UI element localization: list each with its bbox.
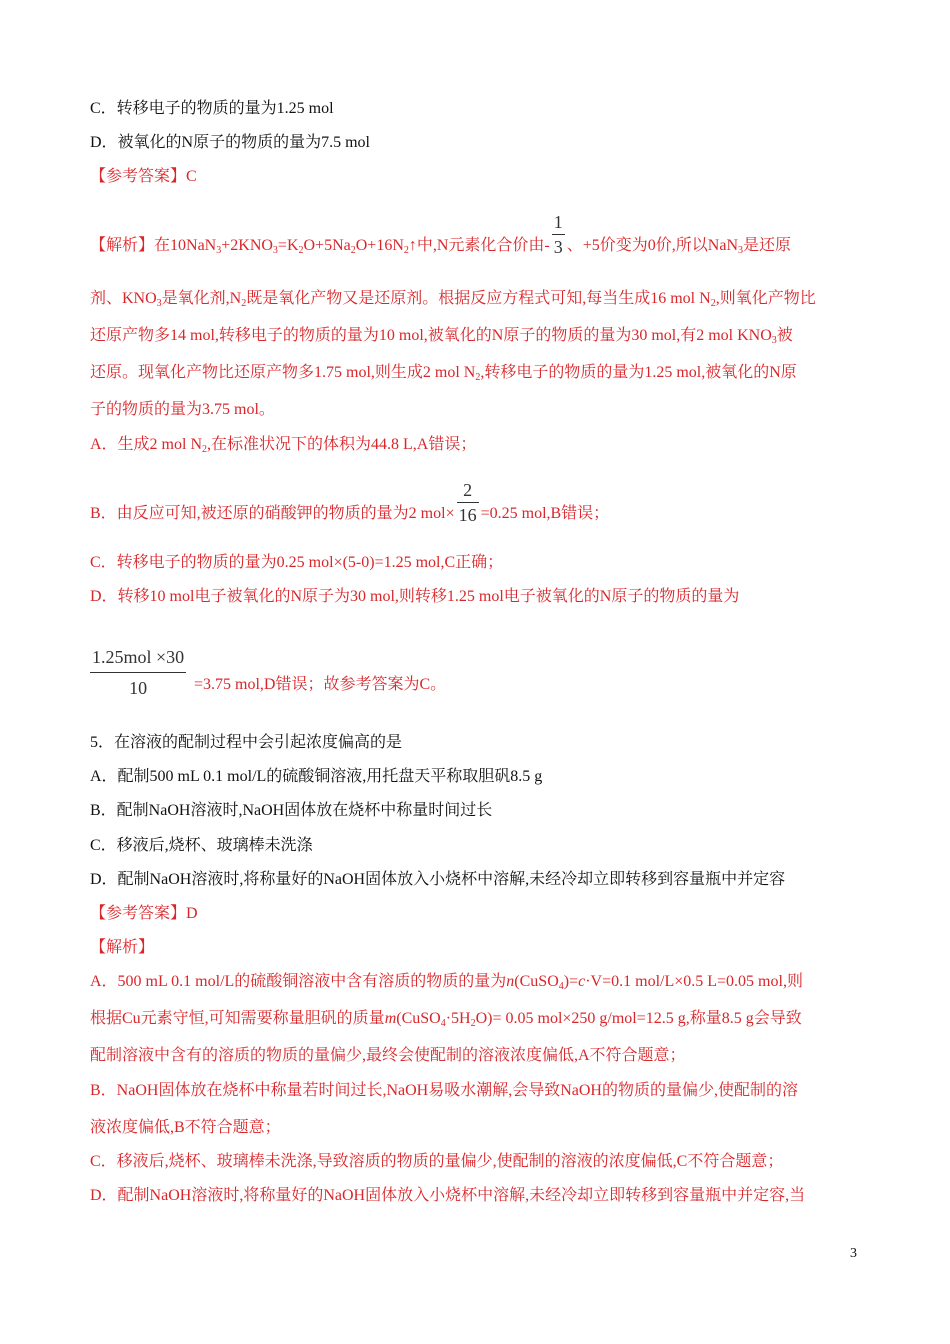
q5-analysis-b-line-1: B．NaOH固体放在烧杯中称量若时间过长,NaOH易吸水潮解,会导致NaOH的物质的量偏少,使配制的溶: [90, 1082, 798, 1099]
q4-analysis-d: D．转移10 mol电子被氧化的N原子为30 mol,则转移1.25 mol电子被氧化的N原子的物质的量为: [90, 588, 740, 605]
q5-analysis-c: C．移液后,烧杯、玻璃棒未洗涤,导致溶质的物质的量偏少,使配制的溶液的浓度偏低,C不符合题意；: [90, 1153, 784, 1170]
q5-analysis-d: D．配制NaOH溶液时,将称量好的NaOH固体放入小烧杯中溶解,未经冷却立即转移到容量瓶中并定容,当: [90, 1187, 806, 1204]
q4-analysis-line-2: 剂、$KNO_3$是氧化剂$,N_2$既是氧化产物又是还原剂。根据反应方程式可知,每当生成16 mol $N_2$,则氧化产物比: [90, 290, 816, 309]
q4-option-c: C．转移电子的物质的量为1.25 mol: [90, 100, 334, 117]
q4-analysis-d-result: =3.75 mol,D错误；故参考答案为C。: [194, 676, 447, 693]
page-number: 3: [850, 1246, 857, 1261]
q4-analysis-a: A．生成2 mol $N_2$,在标准状况下的体积为44.8 L,A错误；: [90, 436, 477, 455]
q5-option-b: B．配制NaOH溶液时,NaOH固体放在烧杯中称量时间过长: [90, 802, 493, 819]
fraction-one-third: $\frac{1}{3}$: [553, 212, 563, 257]
q4-analysis-line-4: 还原。现氧化产物比还原产物多1.75 mol,则生成2 mol $N_2$,转移电子的物质的量为1.25 mol,被氧化的N原: [90, 364, 797, 383]
q5-option-d: D．配制NaOH溶液时,将称量好的NaOH固体放入小烧杯中溶解,未经冷却立即转移到容量瓶中并定容: [90, 871, 786, 888]
q4-analysis-c: C．转移电子的物质的量为0.25 mol×(5-0)=1.25 mol,C正确；: [90, 554, 504, 571]
q5-analysis-b-line-2: 液浓度偏低,B不符合题意；: [90, 1119, 281, 1136]
fraction-two-sixteenths: $\frac{2}{16}$: [458, 480, 477, 525]
fraction-mol-calc: 1.25mol ×30 10: [92, 647, 185, 698]
q5-analysis-a-line-2: 根据Cu元素守恒,可知需要称量胆矾的质量$m(CuSO_4\cdot 5H_2O)= 0.05$ mol×250 g/mol=12.5 g,称量8.5 g会导致: [90, 1010, 802, 1029]
q4-analysis-b: B．由反应可知,被还原的硝酸钾的物质的量为2 mol× $\frac{2}{16}$ =0.25 mol,B错误；: [90, 480, 610, 525]
q4-analysis-line-5: 子的物质的量为3.75 mol。: [90, 401, 275, 418]
q5-option-a: A．配制500 mL 0.1 mol/L的硫酸铜溶液,用托盘天平称取胆矾8.5 g: [90, 768, 543, 785]
q5-analysis-tag: 【解析】: [90, 939, 155, 956]
q5-option-c: C．移液后,烧杯、玻璃棒未洗涤: [90, 837, 313, 854]
q5-analysis-a-line-1: A．500 mL 0.1 mol/L的硫酸铜溶液中含有溶质的物质的量为n(CuSO$_4$)=c·V=0.1 mol/L×0.5 L=0.05 mol,则: [90, 973, 803, 992]
q4-option-d: D．被氧化的N原子的物质的量为7.5 mol: [90, 134, 371, 151]
q5-answer: 【参考答案】D: [90, 905, 198, 922]
q5-stem: 5．在溶液的配制过程中会引起浓度偏高的是: [90, 734, 403, 751]
q4-analysis-line-1: 【解析】在$10NaN_3+2KNO_3=K_2O+5Na_2O+16N_2↑$中,N元素化合价由- $\frac{1}{3}$ 、+5价变为0价,所以NaN$_3$是还原: [90, 212, 792, 257]
q5-analysis-a-line-3: 配制溶液中含有的溶质的物质的量偏少,最终会使配制的溶液浓度偏低,A不符合题意；: [90, 1047, 686, 1064]
q4-answer: 【参考答案】C: [90, 168, 197, 185]
q4-analysis-line-3: 还原产物多14 mol,转移电子的物质的量为10 mol,被氧化的N原子的物质的量为30 mol,有2 mol $KNO_3$被: [90, 327, 793, 346]
